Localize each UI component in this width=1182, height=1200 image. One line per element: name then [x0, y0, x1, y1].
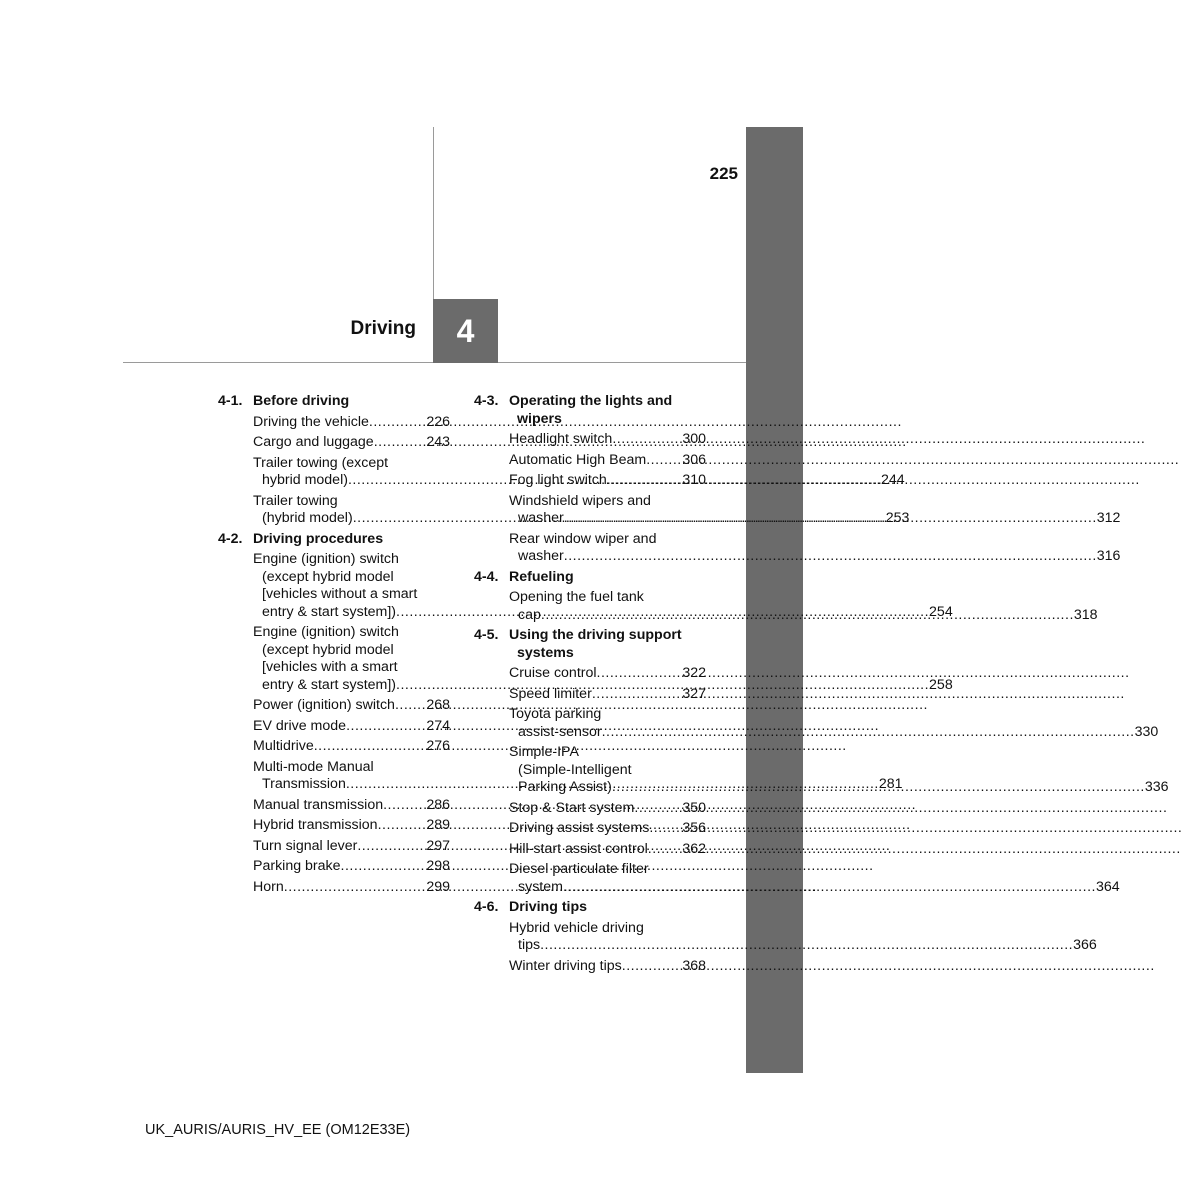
page-number: 225: [709, 164, 738, 183]
toc-entry[interactable]: [509, 841, 706, 859]
section-title-line: wipers: [517, 410, 562, 427]
section-title: [509, 627, 706, 662]
toc-entry[interactable]: [253, 718, 450, 736]
section-title: [253, 531, 450, 549]
entry-page-number: 289: [426, 817, 450, 833]
entry-leader-line: [509, 820, 706, 838]
entry-text-line: Trailer towing: [253, 492, 338, 509]
entry-text-line: Cruise control: [509, 665, 597, 681]
dot-leader: [346, 718, 426, 736]
entry-leader-line: [253, 738, 450, 756]
dot-leader: [357, 838, 426, 856]
dot-leader: [612, 779, 1145, 795]
entry-text-line: Power (ignition) switch: [253, 697, 395, 713]
entry-text-line: Fog light switch: [509, 472, 607, 488]
entry-text-line: Engine (ignition) switch: [253, 551, 399, 567]
dot-leader: [540, 937, 1073, 953]
entry-text-line: Turn signal lever: [253, 837, 358, 854]
entry-text-line: [vehicles with a smart: [262, 659, 398, 675]
dot-leader: [284, 879, 427, 897]
dot-leader: [374, 434, 427, 452]
dot-leader: [646, 452, 682, 470]
section-heading: [474, 899, 706, 917]
entry-page-number: 356: [682, 820, 706, 836]
entry-text-line: Trailer towing (except: [253, 454, 389, 471]
entry-text-line: Multidrive: [253, 738, 314, 754]
dot-leader: [541, 607, 1074, 623]
toc-entry[interactable]: [509, 820, 706, 838]
entry-page-number: 274: [426, 717, 450, 734]
entry-leader-line: [253, 697, 450, 715]
toc-section: [474, 899, 1097, 975]
footer-code: UK_AURIS/AURIS_HV_EE (OM12E33E): [145, 1122, 411, 1138]
entry-text-line: entry & start system]): [262, 676, 397, 693]
entry-page-number: 299: [426, 878, 450, 895]
entry-page-number: 350: [682, 799, 706, 816]
entry-page-number: 276: [426, 738, 450, 754]
toc-entry[interactable]: [253, 879, 450, 897]
dot-leader: [395, 697, 426, 715]
entry-text-line: Speed limiter: [509, 685, 592, 702]
entry-text-line: Headlight switch: [509, 431, 613, 447]
dot-leader: [378, 817, 427, 835]
toc-entry[interactable]: [509, 686, 706, 704]
entry-text-line: Hybrid vehicle driving: [509, 919, 644, 936]
entry-leader-line: [253, 838, 450, 856]
entry-text-line: Driving assist systems: [509, 820, 650, 836]
entry-text-line: Automatic High Beam: [509, 451, 647, 468]
toc-entry[interactable]: [253, 838, 450, 856]
entry-text-line: entry & start system]): [262, 603, 397, 620]
entry-text-line: Winter driving tips: [509, 957, 622, 974]
entry-page-number: 286: [426, 796, 450, 813]
toc-entry[interactable]: [253, 817, 450, 835]
entry-page-number: 300: [682, 431, 706, 447]
entry-text-line: Cargo and luggage: [253, 434, 374, 450]
entry-page-number: 244: [880, 472, 905, 488]
dot-leader: [383, 797, 426, 815]
entry-page-number: 258: [929, 676, 953, 693]
section-title-line: Refueling: [509, 568, 574, 585]
entry-leader-line: [253, 879, 450, 897]
entry-text-line: Driving the vehicle: [253, 413, 369, 430]
entry-page-number: 364: [1095, 878, 1120, 895]
entry-page-number: 316: [1096, 548, 1121, 564]
entry-text-line: system: [518, 878, 563, 895]
toc-entry[interactable]: [509, 958, 706, 976]
section-title: [509, 899, 706, 917]
entry-page-number: 327: [682, 685, 706, 702]
entry-text-line: Transmission: [262, 776, 346, 792]
toc-entry[interactable]: [509, 472, 706, 490]
entry-text-line: Parking Assist): [518, 779, 612, 795]
entry-page-number: 254: [929, 603, 953, 620]
entry-leader-line: [509, 452, 706, 470]
entry-text-line: Manual transmission: [253, 796, 384, 813]
section-title-line: Driving procedures: [253, 530, 384, 547]
section-number: 4-3.: [474, 393, 499, 409]
toc-entry[interactable]: [509, 800, 706, 818]
entry-leader-line: [509, 431, 706, 449]
dot-leader: [564, 510, 1097, 526]
entry-leader-line: [253, 858, 450, 876]
toc-entry[interactable]: [253, 414, 450, 432]
entry-page-number: 312: [1096, 510, 1121, 526]
section-number: 4-4.: [474, 568, 499, 585]
section-heading: [474, 393, 706, 428]
toc-entry[interactable]: [509, 452, 706, 470]
toc-entry[interactable]: [509, 706, 1159, 741]
dot-leader: [341, 858, 427, 876]
entry-page-number: 253: [885, 510, 910, 526]
entry-text-line: (except hybrid model: [262, 641, 394, 658]
entry-leader-line: [253, 414, 450, 432]
entry-text-line: Hill-start assist control: [509, 840, 648, 857]
entry-page-number: 322: [682, 665, 706, 681]
dot-leader: [597, 665, 683, 683]
entry-leader-line: [509, 841, 706, 859]
dot-leader: [649, 820, 682, 838]
entry-text-line: hybrid model): [262, 472, 348, 488]
dot-leader: [602, 724, 1135, 740]
toc-entry[interactable]: [253, 697, 450, 715]
toc-entry[interactable]: [509, 861, 1120, 896]
entry-page-number: 362: [682, 840, 706, 857]
entry-page-number: 366: [1073, 937, 1097, 953]
section-title-line: Operating the lights and: [509, 393, 673, 409]
entry-text-line: Multi-mode Manual: [253, 758, 374, 775]
section-title: [509, 393, 706, 428]
section-heading: [474, 569, 706, 587]
entry-text-line: washer: [518, 548, 564, 564]
chapter-number-box: 4: [433, 299, 498, 363]
toc-entry[interactable]: [253, 434, 450, 452]
entry-page-number: 226: [426, 413, 450, 430]
entry-leader-line: [509, 937, 1097, 955]
entry-leader-line: [253, 817, 450, 835]
entry-page-number: 268: [426, 697, 450, 713]
dot-leader: [314, 738, 427, 756]
side-tab-bar: [746, 127, 803, 1073]
chapter-title: Driving: [350, 318, 416, 339]
entry-text-line: (except hybrid model: [262, 568, 394, 585]
toc-entry[interactable]: [253, 738, 450, 756]
entry-text-line: assist-sensor: [518, 723, 602, 740]
entry-leader-line: [509, 878, 1120, 897]
entry-page-number: 310: [682, 472, 706, 488]
entry-text-line: Windshield wipers and: [509, 492, 651, 509]
entry-page-number: 306: [682, 451, 706, 468]
section-heading: [218, 393, 450, 411]
entry-text-line: Engine (ignition) switch: [253, 624, 399, 640]
dot-leader: [607, 472, 683, 490]
entry-text-line: Opening the fuel tank: [509, 589, 644, 605]
entry-text-line: cap: [518, 606, 541, 623]
entry-text-line: Parking brake: [253, 858, 341, 874]
entry-leader-line: [253, 434, 450, 452]
section-title-line: Driving tips: [509, 899, 588, 915]
entry-page-number: 298: [426, 858, 450, 874]
toc-entry[interactable]: [509, 665, 706, 683]
dot-leader: [563, 879, 1096, 895]
section-title-line: systems: [517, 644, 574, 661]
dot-leader: [592, 686, 683, 704]
toc-entry[interactable]: [509, 530, 1121, 566]
dot-leader: [369, 414, 426, 432]
toc-entry[interactable]: [509, 431, 706, 449]
entry-text-line: [vehicles without a smart: [262, 586, 418, 602]
section-title-line: Using the driving support: [509, 627, 682, 643]
section-title-line: Before driving: [253, 393, 350, 409]
entry-text-line: tips: [518, 937, 541, 953]
entry-page-number: 368: [682, 957, 706, 974]
entry-text-line: (hybrid model): [262, 510, 353, 526]
entry-text-line: washer: [518, 510, 564, 526]
section-title: [253, 393, 450, 411]
entry-leader-line: [253, 718, 450, 736]
entry-page-number: 330: [1134, 723, 1159, 740]
entry-leader-line: [509, 665, 706, 683]
section-heading: [218, 531, 450, 549]
entry-page-number: 318: [1073, 606, 1098, 623]
section-number: 4-5.: [474, 627, 499, 643]
entry-page-number: 297: [426, 837, 450, 854]
entry-text-line: Rear window wiper and: [509, 530, 657, 547]
dot-leader: [564, 548, 1097, 564]
section-heading: [474, 627, 706, 662]
entry-text-line: EV drive mode: [253, 717, 347, 734]
entry-text-line: Stop & Start system: [509, 799, 635, 816]
dot-leader: [634, 800, 682, 818]
entry-leader-line: [509, 686, 706, 704]
entry-text-line: Toyota parking: [509, 706, 602, 722]
dot-leader: [612, 431, 682, 449]
entry-leader-line: [509, 958, 706, 976]
section-number: 4-6.: [474, 899, 499, 915]
entry-text-line: (Simple-Intelligent: [518, 761, 632, 778]
entry-page-number: 243: [426, 434, 450, 450]
toc-entry[interactable]: [509, 919, 1097, 955]
entry-text-line: Simple-IPA: [509, 744, 579, 760]
section-title: [509, 569, 706, 587]
entry-text-line: Diesel particulate filter: [509, 861, 649, 877]
entry-page-number: 281: [878, 776, 903, 792]
entry-leader-line: [509, 800, 706, 818]
toc-entry[interactable]: [253, 858, 450, 876]
entry-leader-line: [509, 723, 1159, 742]
dot-leader: [622, 958, 683, 976]
toc-entry[interactable]: [253, 797, 450, 815]
entry-leader-line: [253, 797, 450, 815]
entry-leader-line: [509, 472, 706, 490]
section-number: 4-2.: [218, 530, 243, 547]
entry-page-number: 336: [1144, 779, 1169, 795]
section-number: 4-1.: [218, 393, 243, 409]
entry-text-line: Horn: [253, 878, 284, 895]
dot-leader: [648, 841, 683, 859]
entry-text-line: Hybrid transmission: [253, 817, 378, 833]
entry-leader-line: [509, 548, 1121, 566]
